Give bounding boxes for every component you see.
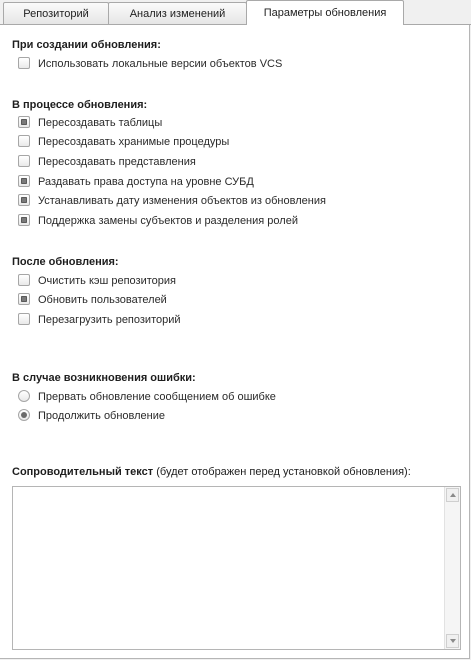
checkbox-box[interactable] [18,57,30,69]
note-label-bold: Сопроводительный текст [12,466,154,478]
tab-update-settings[interactable]: Параметры обновления [246,0,404,25]
section-title-after-update: После обновления: [12,256,119,268]
section-title-on-error: В случае возникновения ошибки: [12,372,196,384]
scroll-up-button[interactable] [446,488,459,502]
checkbox-label: Использовать локальные версии объектов VCS [38,58,283,70]
checkbox-box[interactable] [18,214,30,226]
checkbox-label: Пересоздавать представления [38,156,196,168]
checkbox-label: Устанавливать дату изменения объектов из обновления [38,195,326,207]
chevron-down-icon [450,639,456,643]
radio-label: Продолжить обновление [38,410,166,422]
checkbox-box[interactable] [18,313,30,325]
checkbox-label: Пересоздавать таблицы [38,117,163,129]
note-textarea-container [12,486,461,650]
tab-bar [0,0,471,25]
scroll-down-button[interactable] [446,634,459,648]
checkbox-box[interactable] [18,293,30,305]
checkbox-label: Перезагрузить репозиторий [38,314,181,326]
vertical-scrollbar[interactable] [444,487,460,649]
checkbox-box[interactable] [18,116,30,128]
checkbox-box[interactable] [18,274,30,286]
note-label-hint: (будет отображен перед установкой обновления): [156,466,411,478]
note-label [12,466,411,478]
radio-label: Прервать обновление сообщением об ошибке [38,391,276,403]
radio-circle[interactable] [18,390,30,402]
checkbox-box[interactable] [18,135,30,147]
note-textarea[interactable] [13,487,444,649]
settings-panel [0,25,470,659]
checkbox-box[interactable] [18,155,30,167]
checkbox-label: Пересоздавать хранимые процедуры [38,136,230,148]
checkbox-box[interactable] [18,175,30,187]
tab-repository[interactable]: Репозиторий [3,2,109,24]
checkbox-box[interactable] [18,194,30,206]
checkbox-label: Поддержка замены субъектов и разделения ролей [38,215,298,227]
checkbox-label: Обновить пользователей [38,294,167,306]
radio-circle[interactable] [18,409,30,421]
section-title-on-create: При создании обновления: [12,39,161,51]
tab-change-analysis[interactable]: Анализ изменений [108,2,247,24]
section-title-during-update: В процессе обновления: [12,99,148,111]
checkbox-label: Очистить кэш репозитория [38,275,176,287]
checkbox-label: Раздавать права доступа на уровне СУБД [38,176,254,188]
chevron-up-icon [450,493,456,497]
